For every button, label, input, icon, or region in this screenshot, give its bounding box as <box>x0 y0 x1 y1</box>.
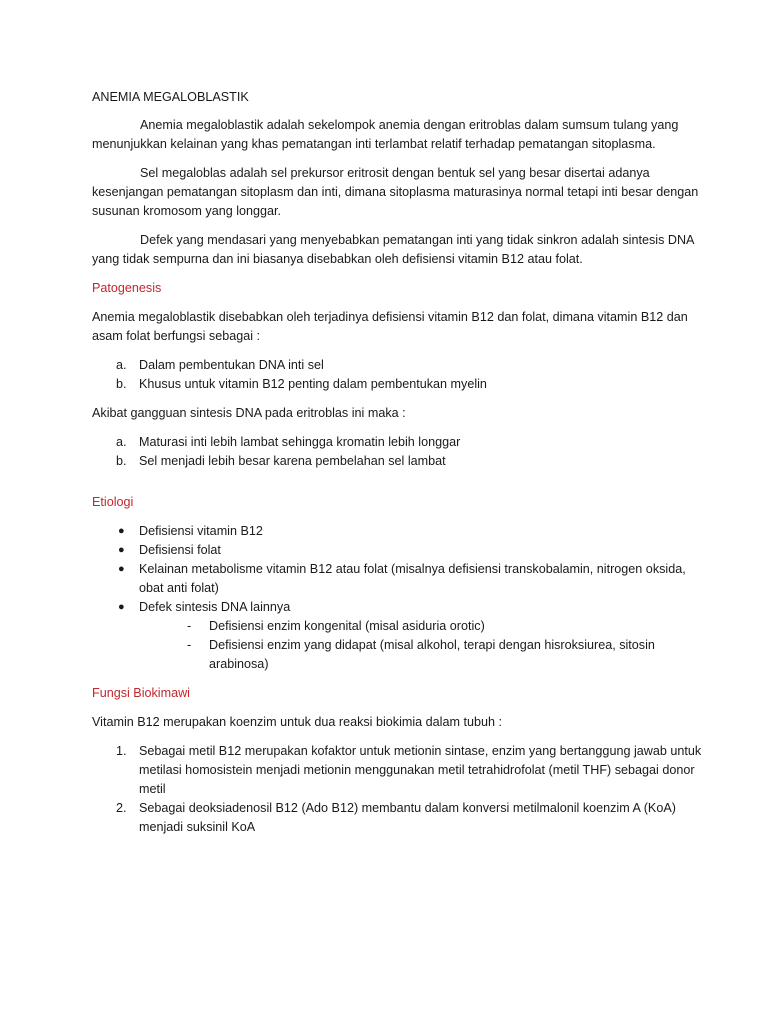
sublist-item <box>139 617 708 636</box>
consequence-list <box>92 433 708 471</box>
list-item <box>92 375 708 394</box>
list-marker: a. <box>116 358 127 372</box>
list-marker: 1. <box>116 744 127 758</box>
consequence-lead: Akibat gangguan sintesis DNA pada eritroblas ini maka : <box>92 406 406 420</box>
list-item-text: Defisiensi vitamin B12 <box>139 524 263 538</box>
intro-paragraph-1: Anemia megaloblastik adalah sekelompok anemia dengan eritroblas dalam sumsum tulang yang menunjukkan kelainan yang khas pematangan inti terlambat relatif terhadap pematangan sitoplasma. <box>92 118 679 151</box>
list-item-text: Maturasi inti lebih lambat sehingga kromatin lebih longgar <box>139 435 461 449</box>
document-title: ANEMIA MEGALOBLASTIK <box>92 90 249 104</box>
list-item <box>92 742 708 799</box>
heading-etiologi: Etiologi <box>92 495 134 509</box>
bullet-icon: ● <box>118 563 125 575</box>
list-item-text: Defisiensi folat <box>139 543 221 557</box>
list-marker: b. <box>116 454 127 468</box>
sublist-item-text: Defisiensi enzim yang didapat (misal alkohol, terapi dengan hisroksiurea, sitosin arabinosa) <box>209 638 655 671</box>
heading-fungsi-biokimawi: Fungsi Biokimawi <box>92 686 190 700</box>
dash-icon: - <box>187 638 192 652</box>
dash-icon: - <box>187 619 192 633</box>
fungsi-list <box>92 742 708 837</box>
list-item <box>92 598 708 674</box>
list-item <box>92 522 708 541</box>
intro-paragraph-2: Sel megaloblas adalah sel prekursor eritrosit dengan bentuk sel yang besar disertai adanya kesenjangan pematangan sitoplasm dan inti, dimana sitoplasma maturasinya normal tetapi inti besar dengan susunan kromosom yang longgar. <box>92 166 699 218</box>
bullet-icon: ● <box>118 544 125 556</box>
list-item-text: Sebagai deoksiadenosil B12 (Ado B12) membantu dalam konversi metilmalonil koenzim A (KoA) menjadi suksinil KoA <box>139 801 676 834</box>
function-list <box>92 356 708 394</box>
sublist-item <box>139 636 708 674</box>
list-item <box>92 799 708 837</box>
list-item-text: Kelainan metabolisme vitamin B12 atau folat (misalnya defisiensi transkobalamin, nitrogen oksida, obat anti folat) <box>139 562 686 595</box>
list-item-text: Khusus untuk vitamin B12 penting dalam pembentukan myelin <box>139 377 487 391</box>
heading-patogenesis: Patogenesis <box>92 281 162 295</box>
patogenesis-lead: Anemia megaloblastik disebabkan oleh terjadinya defisiensi vitamin B12 dan folat, dimana vitamin B12 dan asam folat berfungsi sebagai : <box>92 310 688 343</box>
list-marker: 2. <box>116 801 127 815</box>
list-item-text: Dalam pembentukan DNA inti sel <box>139 358 324 372</box>
list-item <box>92 433 708 452</box>
bullet-icon: ● <box>118 601 125 613</box>
list-marker: b. <box>116 377 127 391</box>
list-item <box>92 560 708 598</box>
list-item <box>92 356 708 375</box>
intro-paragraph-3: Defek yang mendasari yang menyebabkan pematangan inti yang tidak sinkron adalah sintesis DNA yang tidak sempurna dan ini biasanya disebabkan oleh defisiensi vitamin B12 atau folat. <box>92 233 694 266</box>
list-item <box>92 541 708 560</box>
list-item-text: Defek sintesis DNA lainnya <box>139 600 291 614</box>
list-marker: a. <box>116 435 127 449</box>
list-item-text: Sel menjadi lebih besar karena pembelahan sel lambat <box>139 454 446 468</box>
bullet-icon: ● <box>118 525 125 537</box>
etiologi-sublist <box>139 617 708 674</box>
list-item <box>92 452 708 471</box>
sublist-item-text: Defisiensi enzim kongenital (misal asiduria orotic) <box>209 619 485 633</box>
etiologi-list <box>92 522 708 674</box>
fungsi-lead: Vitamin B12 merupakan koenzim untuk dua reaksi biokimia dalam tubuh : <box>92 715 502 729</box>
list-item-text: Sebagai metil B12 merupakan kofaktor untuk metionin sintase, enzim yang bertanggung jawab untuk metilasi homosistein menjadi metionin menggunakan metil tetrahidrofolat (metil THF) sebagai donor metil <box>139 744 702 796</box>
